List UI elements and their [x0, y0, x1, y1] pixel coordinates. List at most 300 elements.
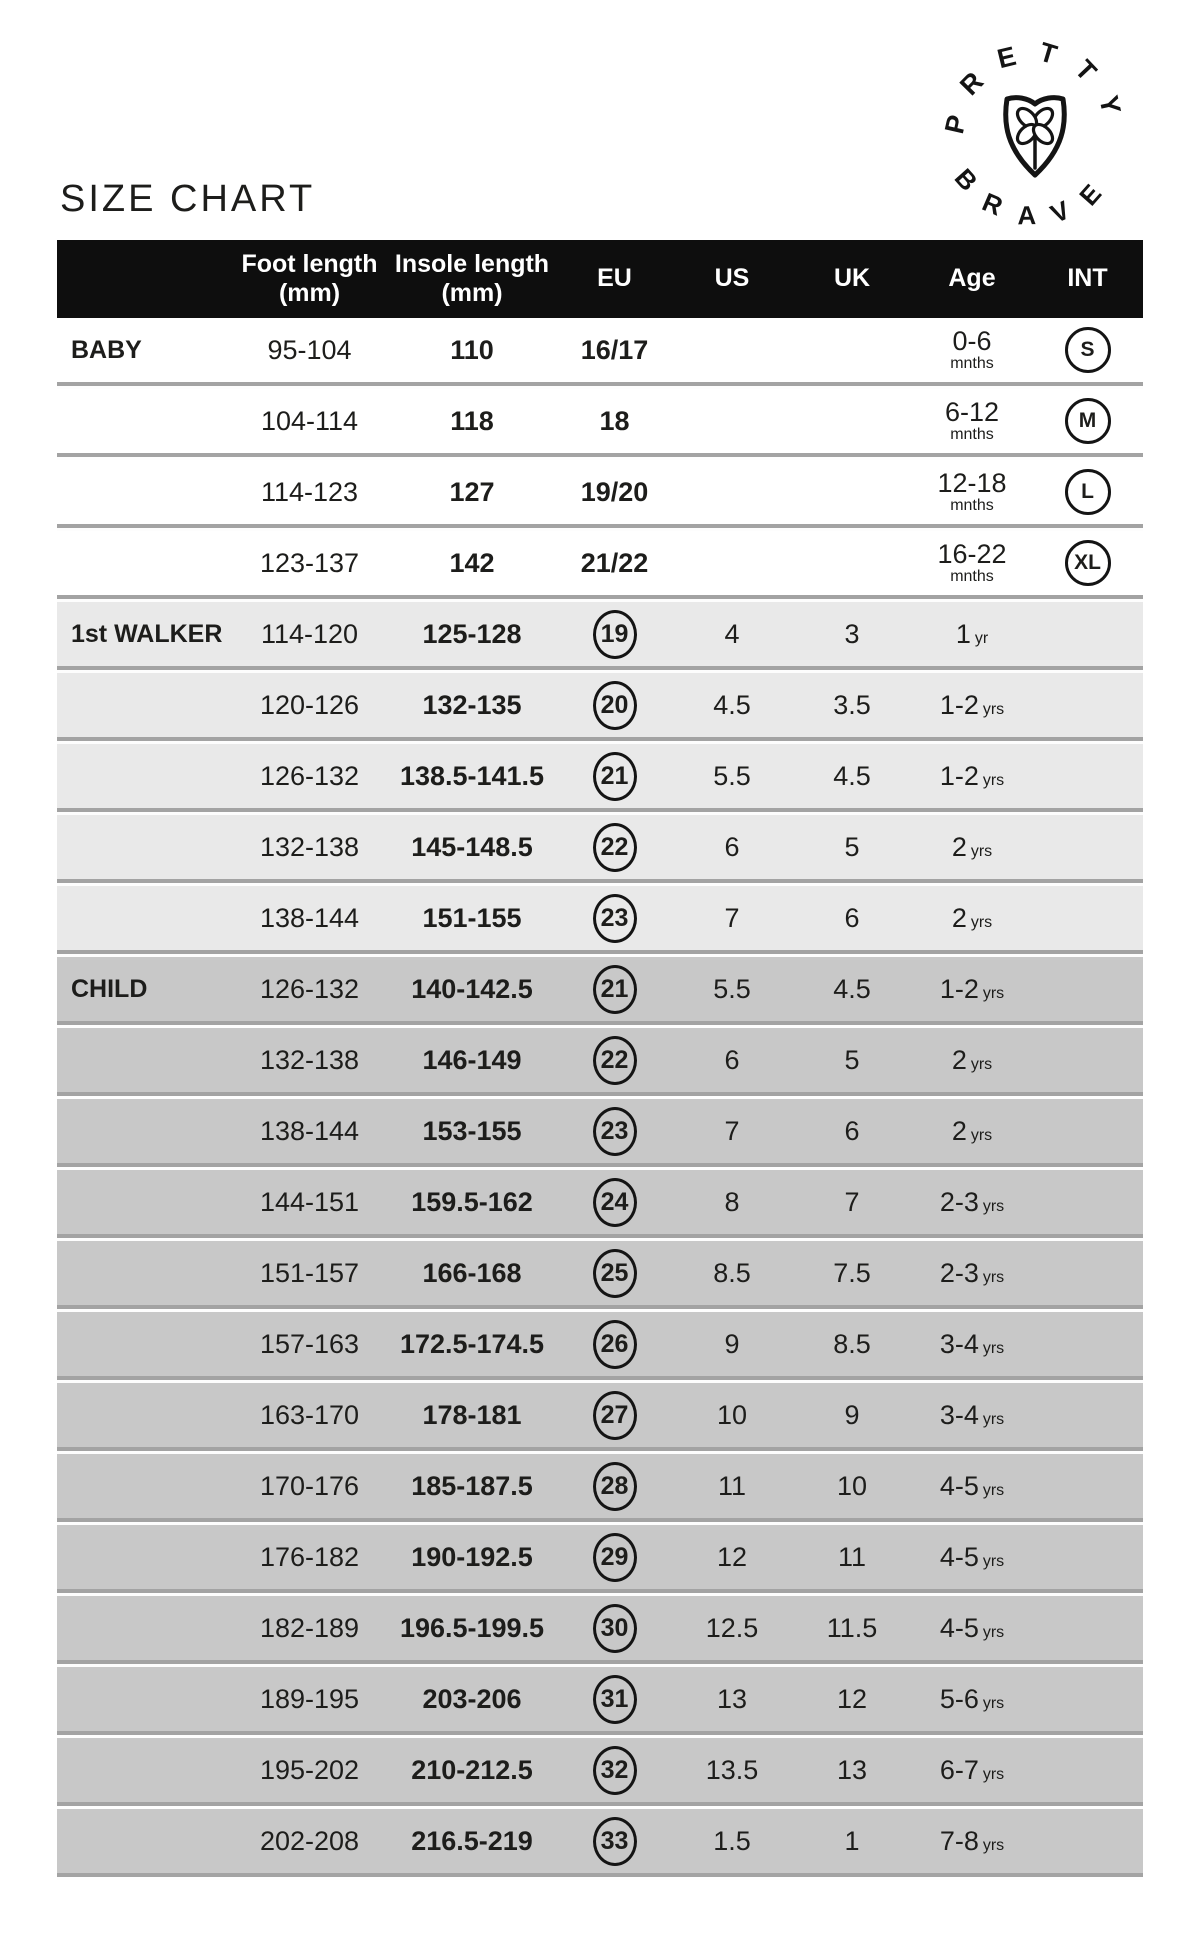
age-value: [952, 1116, 992, 1147]
cell-age: [912, 531, 1032, 595]
cell-insole-length: 159.5-162: [411, 1186, 533, 1217]
age-value: [940, 1826, 1004, 1857]
table-row: [57, 602, 1143, 666]
cell-insole-length: 203-206: [422, 1683, 522, 1714]
cell-foot-length: 189-195: [259, 1683, 360, 1714]
cell-int: [1032, 1383, 1143, 1447]
age-unit: yrs: [982, 1410, 1005, 1428]
table-row: [57, 1028, 1143, 1092]
eu-circle-badge: 22: [593, 823, 637, 872]
age-value: [952, 1045, 992, 1076]
age-number: 6-7: [939, 1754, 979, 1785]
cell-us: 6: [724, 831, 740, 862]
header-cell-insole-length: [387, 240, 557, 318]
row-divider: [57, 595, 1143, 602]
cell-category: [57, 531, 232, 595]
table-row: [57, 886, 1143, 950]
eu-circle-badge: 24: [593, 1178, 637, 1227]
cell-insole-length: 132-135: [422, 689, 522, 720]
age-value: [940, 1755, 1004, 1786]
header-label: Foot length: [241, 249, 378, 278]
cell-uk: [792, 531, 912, 595]
cell-age: [912, 744, 1032, 808]
cell-eu: [557, 1738, 672, 1802]
row-divider: [57, 1589, 1143, 1596]
cell-uk: [792, 460, 912, 524]
cell-foot-length: 123-137: [259, 547, 360, 578]
cell-us: 9: [724, 1328, 740, 1359]
age-unit: yrs: [982, 1836, 1005, 1854]
int-circle-badge: XL: [1065, 540, 1111, 586]
cell-eu: [557, 1525, 672, 1589]
cell-age: [912, 673, 1032, 737]
cell-category: [57, 1454, 232, 1518]
row-divider: [57, 950, 1143, 957]
cell-eu: [557, 1809, 672, 1873]
logo-text-bottom: BRAVE: [948, 162, 1122, 231]
cell-insole-length: 142: [449, 547, 495, 578]
age-number: 2: [951, 1044, 967, 1075]
age-number: 3-4: [939, 1399, 979, 1430]
age-number: 7-8: [939, 1825, 979, 1856]
age-number: 2: [951, 902, 967, 933]
row-divider: [57, 808, 1143, 815]
cell-insole-length: 210-212.5: [411, 1754, 533, 1785]
cell-foot-length: 195-202: [259, 1754, 360, 1785]
header-cell-category: [57, 240, 232, 318]
cell-int: [1032, 602, 1143, 666]
eu-circle-badge: 22: [593, 1036, 637, 1085]
cell-int: [1032, 886, 1143, 950]
cell-eu: [557, 1383, 672, 1447]
cell-category: [57, 1099, 232, 1163]
brand-logo: [928, 22, 1143, 237]
age-number: 2: [951, 831, 967, 862]
row-divider: [57, 1518, 1143, 1525]
header-cell-age: [912, 240, 1032, 318]
cell-int: [1032, 1525, 1143, 1589]
header-cell-foot-length: [232, 240, 387, 318]
age-unit: yrs: [970, 913, 993, 931]
row-divider: [57, 737, 1143, 744]
cell-us: 12.5: [705, 1612, 759, 1643]
cell-category: BABY: [71, 335, 142, 364]
table-row: [57, 1667, 1143, 1731]
cell-category: [57, 673, 232, 737]
cell-age: [912, 1596, 1032, 1660]
table-row: [57, 1170, 1143, 1234]
cell-insole-length: 216.5-219: [411, 1825, 533, 1856]
cell-uk: 6: [844, 1115, 860, 1146]
cell-us: 13: [716, 1683, 748, 1714]
cell-age: [912, 1738, 1032, 1802]
age-value: [937, 540, 1006, 585]
cell-uk: 4.5: [833, 973, 871, 1004]
cell-eu: [557, 1596, 672, 1660]
age-value: [940, 1471, 1004, 1502]
cell-category: [57, 1383, 232, 1447]
age-unit: yrs: [970, 1126, 993, 1144]
table-row: [57, 1454, 1143, 1518]
eu-circle-badge: 20: [593, 681, 637, 730]
cell-int: [1032, 531, 1143, 595]
header-label: UK: [833, 264, 871, 293]
cell-int: [1032, 673, 1143, 737]
cell-int: [1032, 744, 1143, 808]
eu-circle-badge: 31: [593, 1675, 637, 1724]
cell-category: [57, 1667, 232, 1731]
cell-age: [912, 886, 1032, 950]
age-number: 2: [951, 1115, 967, 1146]
age-unit: yrs: [982, 1481, 1005, 1499]
age-value: [940, 1187, 1004, 1218]
cell-insole-length: 178-181: [422, 1399, 522, 1430]
table-row: [57, 1383, 1143, 1447]
cell-int: [1032, 957, 1143, 1021]
cell-us: 8.5: [713, 1257, 751, 1288]
cell-foot-length: 163-170: [259, 1399, 360, 1430]
row-divider: [57, 524, 1143, 531]
cell-uk: 10: [836, 1470, 868, 1501]
table-row: [57, 1738, 1143, 1802]
cell-eu: [557, 1241, 672, 1305]
cell-eu: [557, 460, 672, 524]
logo-text-top: PRETTY: [939, 36, 1131, 137]
cell-int: [1032, 1312, 1143, 1376]
cell-age: [912, 1028, 1032, 1092]
cell-category: [57, 1241, 232, 1305]
cell-int: [1032, 1809, 1143, 1873]
age-unit: yrs: [982, 700, 1005, 718]
cell-int: [1032, 1454, 1143, 1518]
cell-us: 11: [717, 1470, 747, 1501]
cell-age: [912, 1383, 1032, 1447]
eu-value: 21/22: [580, 547, 649, 578]
cell-eu: [557, 957, 672, 1021]
header-label: Insole length: [394, 249, 550, 278]
cell-foot-length: 182-189: [259, 1612, 360, 1643]
cell-eu: [557, 602, 672, 666]
eu-value: 16/17: [580, 334, 649, 365]
cell-us: 12: [716, 1541, 748, 1572]
cell-foot-length: 126-132: [259, 760, 360, 791]
cell-category: [57, 389, 232, 453]
age-number: 3-4: [939, 1328, 979, 1359]
row-divider: [57, 1376, 1143, 1383]
eu-circle-badge: 23: [593, 894, 637, 943]
int-circle-badge: S: [1065, 327, 1111, 373]
cell-us: 5.5: [713, 973, 751, 1004]
cell-int: [1032, 1738, 1143, 1802]
cell-insole-length: 185-187.5: [411, 1470, 533, 1501]
age-number: 1: [955, 618, 971, 649]
cell-age: [912, 1809, 1032, 1873]
table-row: [57, 1809, 1143, 1873]
age-number: 4-5: [939, 1470, 979, 1501]
cell-int: [1032, 1667, 1143, 1731]
cell-insole-length: 127: [449, 476, 495, 507]
age-value: [940, 1542, 1004, 1573]
age-unit: yrs: [970, 842, 993, 860]
cell-category: [57, 1738, 232, 1802]
cell-insole-length: 140-142.5: [411, 973, 533, 1004]
cell-foot-length: 126-132: [259, 973, 360, 1004]
row-divider: [57, 1305, 1143, 1312]
cell-age: [912, 815, 1032, 879]
cell-uk: 13: [836, 1754, 868, 1785]
table-row: [57, 1312, 1143, 1376]
table-row: [57, 957, 1143, 1021]
age-number: 12-18: [937, 468, 1007, 499]
header-label: EU: [597, 264, 632, 293]
header-cell-us: [672, 240, 792, 318]
cell-age: [912, 1312, 1032, 1376]
eu-circle-badge: 25: [593, 1249, 637, 1298]
age-value: [940, 1258, 1004, 1289]
cell-foot-length: 132-138: [259, 1044, 360, 1075]
table-row: [57, 1099, 1143, 1163]
age-value: [937, 469, 1006, 514]
row-divider: [57, 1021, 1143, 1028]
cell-eu: [557, 1028, 672, 1092]
table-row: [57, 460, 1143, 524]
cell-insole-length: 196.5-199.5: [399, 1612, 545, 1643]
cell-eu: [557, 886, 672, 950]
cell-age: [912, 389, 1032, 453]
cell-foot-length: 202-208: [259, 1825, 360, 1856]
age-unit: yrs: [982, 1765, 1005, 1783]
cell-foot-length: 151-157: [259, 1257, 360, 1288]
shield-flower-icon: [1006, 98, 1065, 175]
cell-int: [1032, 318, 1143, 382]
row-divider: [57, 1092, 1143, 1099]
cell-int: [1032, 1170, 1143, 1234]
age-value: [940, 1400, 1004, 1431]
cell-int: [1032, 1028, 1143, 1092]
cell-age: [912, 1170, 1032, 1234]
age-value: [952, 903, 992, 934]
cell-us: 6: [724, 1044, 740, 1075]
cell-foot-length: 120-126: [259, 689, 360, 720]
cell-age: [912, 1241, 1032, 1305]
age-unit: yrs: [982, 1623, 1005, 1641]
cell-eu: [557, 1454, 672, 1518]
size-table: [57, 240, 1143, 1880]
cell-us: 8: [724, 1186, 740, 1217]
age-number: 1-2: [939, 973, 979, 1004]
age-value: [940, 1329, 1004, 1360]
age-unit: yrs: [970, 1055, 993, 1073]
age-unit: yrs: [982, 1197, 1005, 1215]
eu-circle-badge: 30: [593, 1604, 637, 1653]
eu-circle-badge: 21: [593, 752, 637, 801]
header-cell-eu: [557, 240, 672, 318]
cell-age: [912, 318, 1032, 382]
row-divider: [57, 1802, 1143, 1809]
cell-us: [672, 389, 792, 453]
cell-uk: 12: [836, 1683, 868, 1714]
cell-insole-length: 146-149: [422, 1044, 522, 1075]
table-body: [57, 318, 1143, 1880]
cell-us: 4: [724, 618, 740, 649]
age-value: [940, 1613, 1004, 1644]
header-cell-int: [1032, 240, 1143, 318]
cell-us: [672, 460, 792, 524]
cell-uk: [792, 389, 912, 453]
cell-int: [1032, 1099, 1143, 1163]
row-divider: [57, 666, 1143, 673]
cell-uk: 9: [844, 1399, 860, 1430]
cell-uk: 1: [844, 1825, 860, 1856]
table-row: [57, 744, 1143, 808]
cell-us: [672, 531, 792, 595]
age-number: 0-6: [952, 326, 992, 357]
age-value: [940, 690, 1004, 721]
cell-foot-length: 138-144: [259, 902, 360, 933]
eu-circle-badge: 26: [593, 1320, 637, 1369]
table-row: [57, 531, 1143, 595]
age-unit: mnths: [950, 496, 994, 514]
row-divider: [57, 453, 1143, 460]
table-row: [57, 1596, 1143, 1660]
age-unit: mnths: [950, 567, 994, 585]
table-row: [57, 1241, 1143, 1305]
cell-insole-length: 110: [450, 334, 494, 365]
table-header: [57, 240, 1143, 318]
header-label: Age: [948, 264, 996, 293]
age-unit: yrs: [982, 1339, 1005, 1357]
cell-uk: 7: [844, 1186, 860, 1217]
cell-us: 5.5: [713, 760, 751, 791]
cell-uk: 11.5: [826, 1612, 878, 1643]
eu-circle-badge: 33: [593, 1817, 637, 1866]
age-value: [950, 327, 994, 372]
cell-uk: 5: [844, 1044, 860, 1075]
cell-insole-length: 153-155: [422, 1115, 522, 1146]
cell-eu: [557, 1099, 672, 1163]
header-label: INT: [1067, 264, 1108, 293]
eu-value: 19/20: [580, 476, 649, 507]
cell-int: [1032, 1241, 1143, 1305]
age-number: 1-2: [939, 689, 979, 720]
cell-age: [912, 1525, 1032, 1589]
row-divider: [57, 1660, 1143, 1667]
cell-uk: 8.5: [833, 1328, 871, 1359]
header-unit: (mm): [441, 279, 503, 307]
cell-insole-length: 166-168: [422, 1257, 522, 1288]
cell-uk: [792, 318, 912, 382]
cell-uk: 3.5: [833, 689, 871, 720]
cell-eu: [557, 1312, 672, 1376]
cell-foot-length: 170-176: [259, 1470, 360, 1501]
age-number: 5-6: [939, 1683, 979, 1714]
eu-value: 18: [599, 405, 630, 436]
cell-int: [1032, 815, 1143, 879]
cell-int: [1032, 460, 1143, 524]
cell-foot-length: 95-104: [267, 334, 352, 365]
cell-int: [1032, 1596, 1143, 1660]
header-label: US: [714, 264, 750, 293]
eu-circle-badge: 19: [593, 610, 637, 659]
cell-category: [57, 1596, 232, 1660]
cell-foot-length: 144-151: [259, 1186, 360, 1217]
table-row: [57, 673, 1143, 737]
age-unit: yr: [974, 629, 989, 647]
cell-eu: [557, 389, 672, 453]
int-circle-badge: M: [1065, 398, 1111, 444]
header-unit: (mm): [278, 279, 341, 307]
cell-foot-length: 104-114: [260, 405, 359, 436]
cell-category: 1st WALKER: [71, 619, 223, 648]
eu-circle-badge: 32: [593, 1746, 637, 1795]
cell-us: 7: [724, 902, 740, 933]
cell-uk: 11: [837, 1541, 867, 1572]
eu-circle-badge: 29: [593, 1533, 637, 1582]
cell-age: [912, 460, 1032, 524]
age-number: 6-12: [944, 397, 1000, 428]
age-unit: yrs: [982, 1268, 1005, 1286]
age-number: 2-3: [939, 1257, 979, 1288]
cell-foot-length: 176-182: [259, 1541, 360, 1572]
page-title: SIZE CHART: [60, 178, 316, 220]
cell-int: [1032, 389, 1143, 453]
eu-circle-badge: 23: [593, 1107, 637, 1156]
age-number: 4-5: [939, 1612, 979, 1643]
cell-foot-length: 138-144: [259, 1115, 360, 1146]
cell-us: [672, 318, 792, 382]
cell-eu: [557, 673, 672, 737]
age-value: [940, 974, 1004, 1005]
eu-circle-badge: 27: [593, 1391, 637, 1440]
age-number: 1-2: [939, 760, 979, 791]
cell-foot-length: 114-123: [260, 476, 359, 507]
cell-insole-length: 190-192.5: [411, 1541, 533, 1572]
cell-age: [912, 957, 1032, 1021]
row-divider: [57, 1234, 1143, 1241]
row-divider: [57, 879, 1143, 886]
age-value: [956, 619, 988, 650]
cell-foot-length: 157-163: [259, 1328, 360, 1359]
int-circle-badge: L: [1065, 469, 1111, 515]
cell-insole-length: 138.5-141.5: [399, 760, 545, 791]
cell-insole-length: 125-128: [422, 618, 522, 649]
cell-foot-length: 132-138: [259, 831, 360, 862]
table-row: [57, 1525, 1143, 1589]
table-row: [57, 318, 1143, 382]
eu-circle-badge: 21: [593, 965, 637, 1014]
cell-uk: 4.5: [833, 760, 871, 791]
age-unit: yrs: [982, 771, 1005, 789]
cell-us: 10: [716, 1399, 748, 1430]
cell-eu: [557, 1170, 672, 1234]
cell-category: CHILD: [71, 974, 148, 1003]
cell-eu: [557, 318, 672, 382]
age-unit: yrs: [982, 1552, 1005, 1570]
cell-uk: 6: [844, 902, 860, 933]
cell-category: [57, 1028, 232, 1092]
cell-insole-length: 118: [450, 405, 494, 436]
cell-uk: 3: [844, 618, 860, 649]
cell-uk: 5: [844, 831, 860, 862]
age-value: [940, 1684, 1004, 1715]
age-unit: yrs: [982, 1694, 1005, 1712]
cell-insole-length: 145-148.5: [411, 831, 533, 862]
cell-category: [57, 815, 232, 879]
cell-age: [912, 1667, 1032, 1731]
cell-insole-length: 151-155: [422, 902, 522, 933]
age-unit: yrs: [982, 984, 1005, 1002]
eu-circle-badge: 28: [593, 1462, 637, 1511]
